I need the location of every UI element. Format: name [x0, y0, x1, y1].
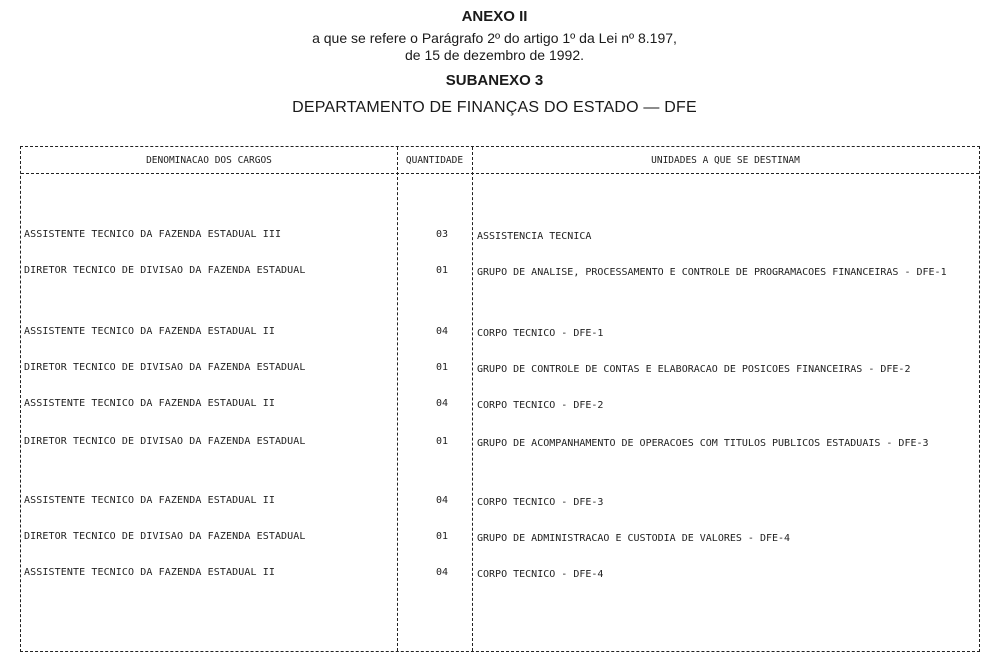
quantidade-cell: 01 — [435, 436, 449, 447]
annex-title: ANEXO II — [461, 8, 528, 25]
column-header-cargos: DENOMINACAO DOS CARGOS — [146, 155, 272, 166]
cargo-cell: ASSISTENTE TECNICO DA FAZENDA ESTADUAL II — [24, 495, 275, 506]
quantidade-cell: 01 — [435, 531, 449, 542]
unidade-cell: CORPO TECNICO - DFE-4 — [477, 569, 604, 580]
legal-reference-line-2: de 15 de dezembro de 1992. — [404, 46, 585, 63]
unidade-cell: GRUPO DE CONTROLE DE CONTAS E ELABORACAO DE POSICOES FINANCEIRAS - DFE-2 — [477, 364, 911, 375]
unidade-cell: CORPO TECNICO - DFE-1 — [477, 328, 604, 339]
table-row — [21, 487, 979, 523]
table-row — [21, 354, 979, 390]
cargo-cell: ASSISTENTE TECNICO DA FAZENDA ESTADUAL III — [24, 229, 282, 240]
quantidade-cell: 01 — [435, 265, 449, 276]
table-row — [21, 257, 979, 293]
positions-table — [20, 146, 980, 652]
unidade-cell: GRUPO DE ANALISE, PROCESSAMENTO E CONTROLE DE PROGRAMACOES FINANCEIRAS - DFE-1 — [477, 267, 947, 278]
cargo-cell: DIRETOR TECNICO DE DIVISAO DA FAZENDA ESTADUAL — [24, 265, 306, 276]
table-row — [21, 318, 979, 354]
table-row — [21, 428, 979, 464]
cargo-cell: DIRETOR TECNICO DE DIVISAO DA FAZENDA ESTADUAL — [24, 436, 306, 447]
quantidade-cell: 01 — [435, 362, 449, 373]
legal-reference-line-1: a que se refere o Parágrafo 2º do artigo 1º da Lei nº 8.197, — [312, 30, 677, 46]
unidade-cell: CORPO TECNICO - DFE-3 — [477, 497, 604, 508]
column-header-unidades: UNIDADES A QUE SE DESTINAM — [651, 155, 800, 166]
cargo-cell: ASSISTENTE TECNICO DA FAZENDA ESTADUAL II — [24, 326, 275, 337]
unidade-cell: GRUPO DE ACOMPANHAMENTO DE OPERACOES COM TITULOS PUBLICOS ESTADUAIS - DFE-3 — [477, 438, 929, 449]
table-row — [21, 559, 979, 595]
quantidade-cell: 04 — [435, 326, 449, 337]
unidade-cell: ASSISTENCIA TECNICA — [477, 231, 592, 242]
quantidade-cell: 04 — [435, 495, 449, 506]
table-row — [21, 390, 979, 426]
cargo-cell: ASSISTENTE TECNICO DA FAZENDA ESTADUAL II — [24, 567, 275, 578]
unidade-cell: GRUPO DE ADMINISTRACAO E CUSTODIA DE VALORES - DFE-4 — [477, 533, 791, 544]
unidade-cell: CORPO TECNICO - DFE-2 — [477, 400, 604, 411]
header-divider — [21, 173, 979, 174]
department-title: DEPARTAMENTO DE FINANÇAS DO ESTADO — DFE — [292, 98, 697, 116]
document-header — [0, 6, 989, 117]
subannex-title: SUBANEXO 3 — [445, 71, 544, 89]
cargo-cell: DIRETOR TECNICO DE DIVISAO DA FAZENDA ESTADUAL — [24, 531, 306, 542]
table-row — [21, 221, 979, 257]
quantidade-cell: 04 — [435, 398, 449, 409]
column-header-quantidade: QUANTIDADE — [405, 155, 464, 166]
cargo-cell: ASSISTENTE TECNICO DA FAZENDA ESTADUAL II — [24, 398, 275, 409]
quantidade-cell: 03 — [435, 229, 449, 240]
cargo-cell: DIRETOR TECNICO DE DIVISAO DA FAZENDA ESTADUAL — [24, 362, 306, 373]
table-row — [21, 523, 979, 559]
quantidade-cell: 04 — [435, 567, 449, 578]
